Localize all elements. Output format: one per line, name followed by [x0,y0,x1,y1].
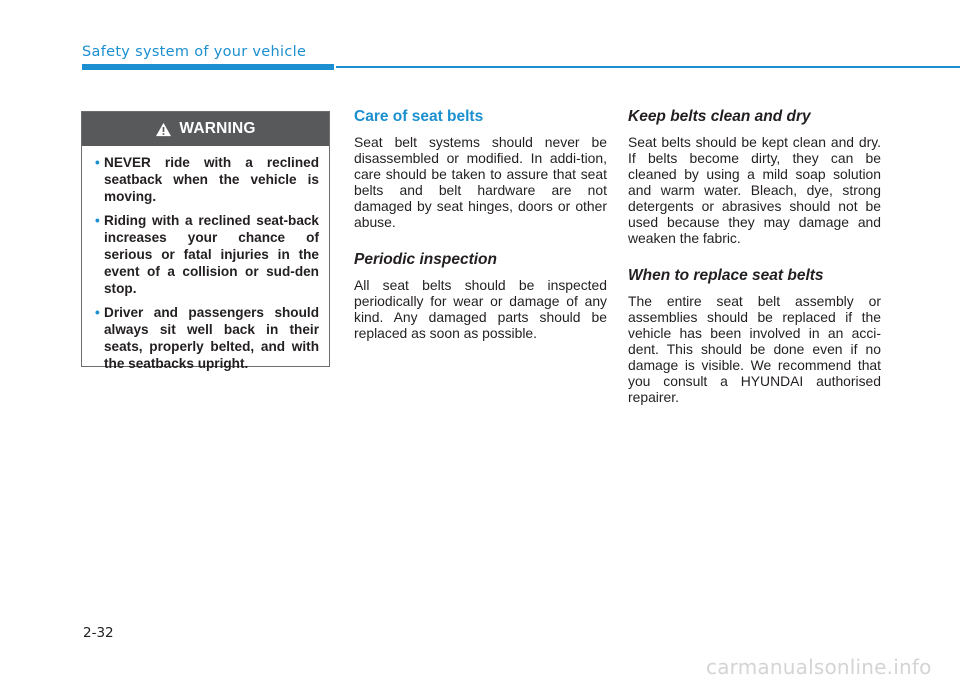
warning-item [96,212,319,297]
bullet-icon: • [95,155,100,170]
warning-box [81,111,330,371]
section-header-title: Safety system of your vehicle [82,44,307,60]
care-body: Seat belt systems should never be disassembled or modified. In addi-tion, care should be taken to assure that seat belts and belt hardware are not damaged by seat hinges, doors or other abuse. [354,134,607,230]
replace-title: When to replace seat belts [628,267,824,284]
clean-body: Seat belts should be kept clean and dry. If belts become dirty, they can be cleaned by using a mild soap solution and warm water. Bleach, dye, strong detergents or abrasives should not be used because they may damage and weaken the fabric. [628,134,881,246]
header-rule-thick [82,64,334,70]
warning-item [96,154,319,205]
periodic-title: Periodic inspection [354,251,497,268]
care-title: Care of seat belts [354,108,484,125]
header-rule-thin [336,66,960,68]
bullet-icon: • [95,213,100,228]
page-number: 2-32 [83,625,114,641]
periodic-body: All seat belts should be inspected periodically for wear or damage of any kind. Any damaged parts should be replaced as soon as possible. [354,277,607,341]
warning-item-text: NEVER ride with a reclined seatback when the vehicle is moving. [104,155,319,204]
watermark: carmanualsonline.info [706,655,932,679]
warning-label: WARNING [179,120,256,137]
right-column [628,108,881,426]
warning-triangle-icon [155,122,172,137]
warning-item [96,304,319,372]
warning-item-text: Riding with a reclined seat-back increases your chance of serious or fatal injuries in the event of a collision or sud-den stop. [104,213,319,296]
replace-body: The entire seat belt assembly or assemblies should be replaced if the vehicle has been involved in an acci-dent. This should be done even if no damage is visible. We recommend that you consult a HYUNDAI authorised repairer. [628,293,881,405]
bullet-icon: • [95,305,100,320]
warning-item-text: Driver and passengers should always sit well back in their seats, properly belted, and with the seatbacks upright. [104,305,319,371]
middle-column [354,108,607,362]
warning-list [82,146,329,372]
warning-header [82,112,329,146]
clean-title: Keep belts clean and dry [628,108,811,125]
